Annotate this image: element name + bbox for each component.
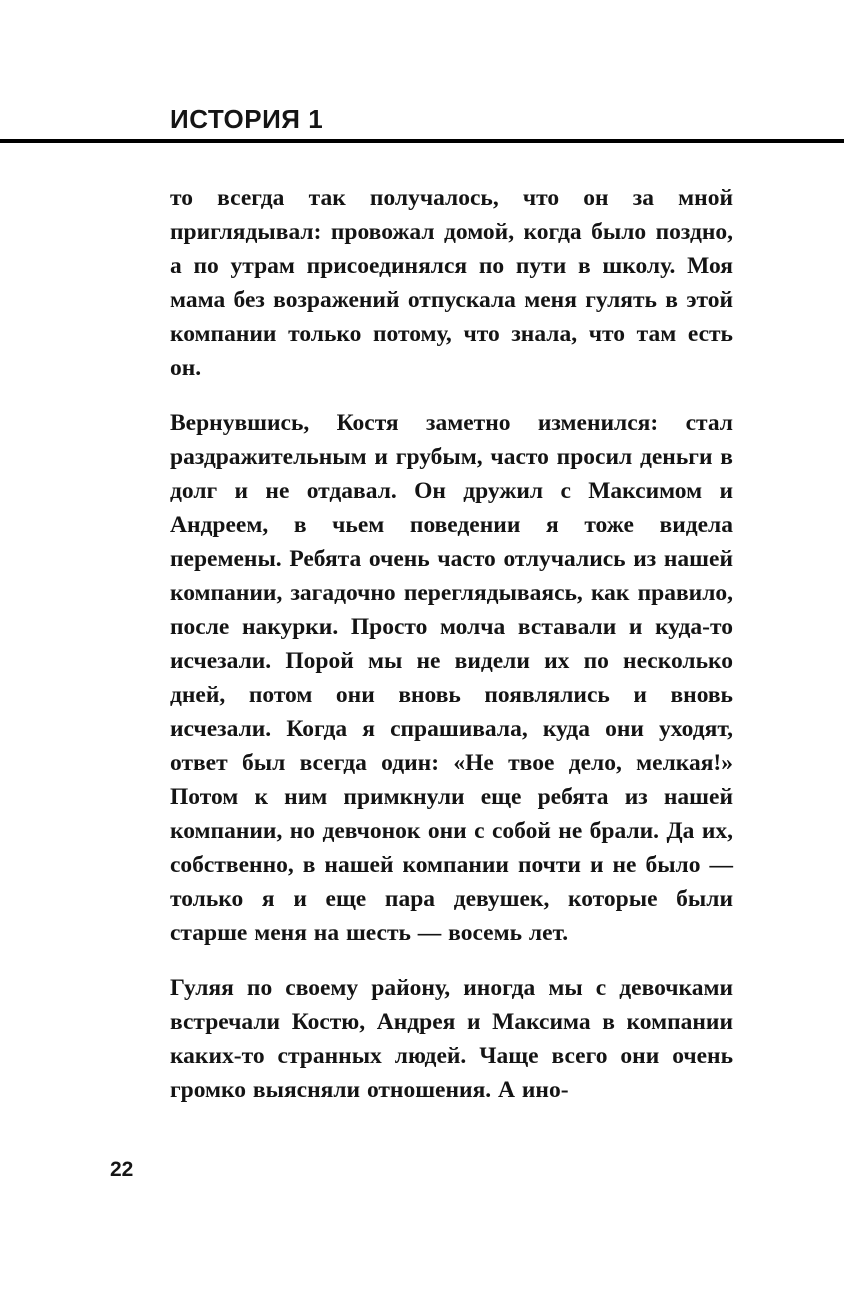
chapter-header: ИСТОРИЯ 1	[170, 104, 324, 134]
paragraph: то всегда так получалось, что он за мной приглядывал: провожал домой, когда было поздно, а по утрам присоединялся по пути в школу. Моя мама без возражений отпускала меня гулять в этой компании только потому, что знала, что там есть он.	[170, 185, 733, 381]
page-number: 22	[110, 1158, 134, 1181]
body-text	[170, 181, 733, 1128]
header-rule-divider	[0, 139, 844, 143]
paragraph: Вернувшись, Костя заметно изменился: стал раздражительным и грубым, часто просил деньги в долг и не отдавал. Он дружил с Максимом и Андреем, в чьем поведении я тоже видела перемены. Ребята очень часто отлучались из нашей компании, загадочно переглядываясь, как правило, после накурки. Просто молча вставали и куда-то исчезали. Порой мы не видели их по несколько дней, потом они вновь появлялись и вновь исчезали. Когда я спрашивала, куда они уходят, ответ был всегда один: «Не твое дело, мелкая!» Потом к ним примкнули еще ребята из нашей компании, но девчонок они с собой не брали. Да их, собственно, в нашей компании почти и не было — только я и еще пара девушек, которые были старше меня на шесть — восемь лет.	[170, 410, 733, 946]
paragraph: Гуляя по своему району, иногда мы с девочками встречали Костю, Андрея и Максима в компании каких-то странных людей. Чаще всего они очень громко выясняли отношения. А ино-	[170, 975, 733, 1103]
